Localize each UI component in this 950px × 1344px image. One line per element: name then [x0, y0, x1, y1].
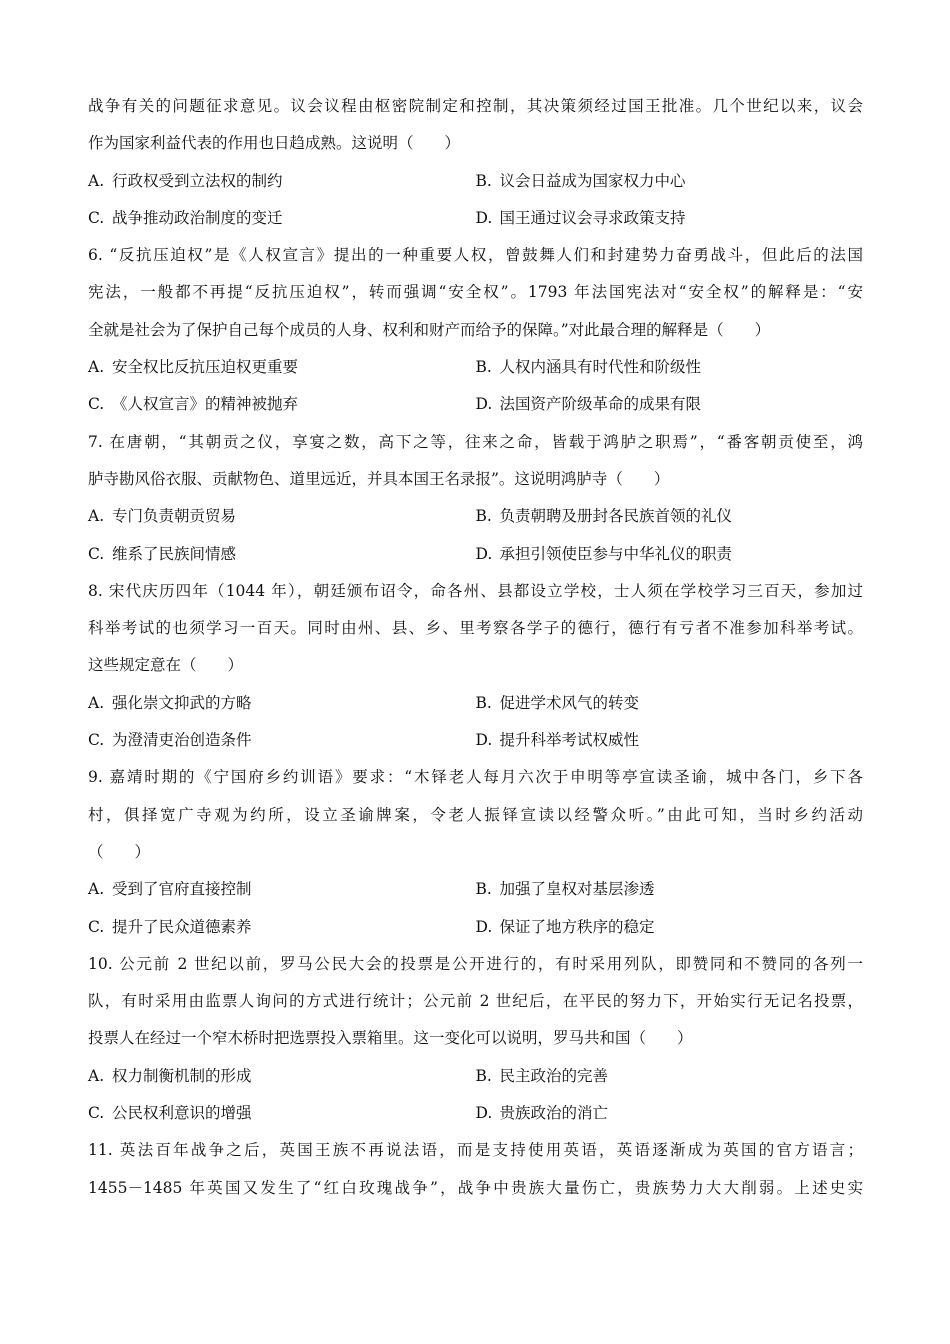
option-c: C. 维系了民族间情感: [88, 544, 237, 563]
question-stem-line: 1455－1485 年英国又发生了“红白玫瑰战争”，战争中贵族大量伤亡，贵族势力大大削弱。上述史实: [88, 1178, 863, 1197]
question-stem-line: （ ）: [88, 842, 151, 861]
option-row: [88, 386, 863, 423]
option-d: D. 法国资产阶级革命的成果有限: [475, 395, 702, 414]
option-b: B. 议会日益成为国家权力中心: [475, 171, 686, 190]
option-a: A. 强化崇文抑武的方略: [88, 693, 252, 712]
option-a: A. 权力制衡机制的形成: [88, 1066, 252, 1085]
option-b: B. 负责朝聘及册封各民族首领的礼仪: [475, 507, 733, 526]
question-stem-line: 这些规定意在（ ）: [88, 656, 244, 675]
question-stem-line: 村，俱择宽广寺观为约所，设立圣谕牌案，令老人振铎宣读以经警众听。”由此可知，当时乡约活动: [88, 805, 863, 824]
option-d: D. 保证了地方秩序的稳定: [475, 917, 655, 936]
option-row: [88, 536, 863, 573]
question-stem-line: 胪寺勘风俗衣服、贡献物色、道里远近，并具本国王名录报”。这说明鸿胪寺（ ）: [88, 469, 670, 488]
option-b: B. 民主政治的完善: [475, 1066, 609, 1085]
option-d: D. 贵族政治的消亡: [475, 1104, 609, 1123]
question-stem-line: 11. 英法百年战争之后，英国王族不再说法语，而是支持使用英语，英语逐渐成为英国的官方语言；: [88, 1141, 863, 1160]
question-stem-line: 9. 嘉靖时期的《宁国府乡约训语》要求：“木铎老人每月六次于申明等亭宣读圣谕，城中各门，乡下各: [88, 768, 863, 787]
option-d: D. 承担引领使臣参与中华礼仪的职责: [475, 544, 733, 563]
option-c: C. 公民权利意识的增强: [88, 1104, 252, 1123]
option-c: C. 为澄清吏治创造条件: [88, 731, 252, 750]
option-d: D. 国王通过议会寻求政策支持: [475, 208, 686, 227]
question-stem-line: 全就是社会为了保护自己每个成员的人身、权利和财产而给予的保障。”对此最合理的解释是（ ）: [88, 320, 771, 339]
option-row: [88, 909, 863, 946]
question-block: [88, 88, 863, 237]
question-stem-line: 作为国家利益代表的作用也日趋成熟。这说明（ ）: [88, 134, 461, 153]
option-a: A. 行政权受到立法权的制约: [88, 171, 283, 190]
question-stem-line: 6. “反抗压迫权”是《人权宣言》提出的一种重要人权，曾鼓舞人们和封建势力奋勇战斗，但此后的法国: [88, 246, 863, 265]
question-stem-line: 宪法，一般都不再提“反抗压迫权”，转而强调“安全权”。1793 年法国宪法对“安全权”的解释是：“安: [88, 283, 863, 302]
question-stem-line: 10. 公元前 2 世纪以前，罗马公民大会的投票是公开进行的，有时采用列队，即赞同和不赞同的各列一: [88, 954, 863, 973]
question-block: [88, 237, 863, 423]
option-b: B. 促进学术风气的转变: [475, 693, 640, 712]
question-stem-line: 队，有时采用由监票人询问的方式进行统计；公元前 2 世纪后，在平民的努力下，开始实行无记名投票，: [88, 992, 863, 1011]
option-row: [88, 722, 863, 759]
question-block: [88, 1132, 863, 1207]
option-row: [88, 349, 863, 386]
option-row: [88, 200, 863, 237]
option-row: [88, 871, 863, 908]
option-b: B. 人权内涵具有时代性和阶级性: [475, 358, 702, 377]
option-c: C. 战争推动政治制度的变迁: [88, 208, 283, 227]
question-stem-line: 8. 宋代庆历四年（1044 年），朝廷颁布诏令，命各州、县都设立学校，士人须在学校学习三百天，参加过: [88, 581, 863, 600]
option-row: [88, 1058, 863, 1095]
question-stem-line: 科举考试的也须学习一百天。同时由州、县、乡、里考察各学子的德行，德行有亏者不准参加科举考试。: [88, 619, 863, 638]
question-stem-line: 战争有关的问题征求意见。议会议程由枢密院制定和控制，其决策须经过国王批准。几个世纪以来，议会: [88, 97, 863, 115]
option-c: C. 提升了民众道德素养: [88, 917, 252, 936]
question-block: [88, 946, 863, 1132]
exam-page: [88, 88, 863, 1207]
option-c: C. 《人权宣言》的精神被抛弃: [88, 395, 299, 414]
option-row: [88, 685, 863, 722]
option-a: A. 受到了官府直接控制: [88, 880, 252, 899]
option-a: A. 专门负责朝贡贸易: [88, 507, 237, 526]
option-a: A. 安全权比反抗压迫权更重要: [88, 358, 299, 377]
option-d: D. 提升科举考试权威性: [475, 731, 640, 750]
option-row: [88, 163, 863, 200]
question-block: [88, 573, 863, 759]
question-block: [88, 424, 863, 573]
question-block: [88, 759, 863, 945]
option-row: [88, 1095, 863, 1132]
option-b: B. 加强了皇权对基层渗透: [475, 880, 655, 899]
question-stem-line: 7. 在唐朝，“其朝贡之仪，享宴之数，高下之等，往来之命，皆载于鸿胪之职焉”，“番客朝贡使至，鸿: [88, 432, 863, 451]
question-stem-line: 投票人在经过一个窄木桥时把选票投入票箱里。这一变化可以说明，罗马共和国（ ）: [88, 1029, 693, 1048]
option-row: [88, 498, 863, 535]
